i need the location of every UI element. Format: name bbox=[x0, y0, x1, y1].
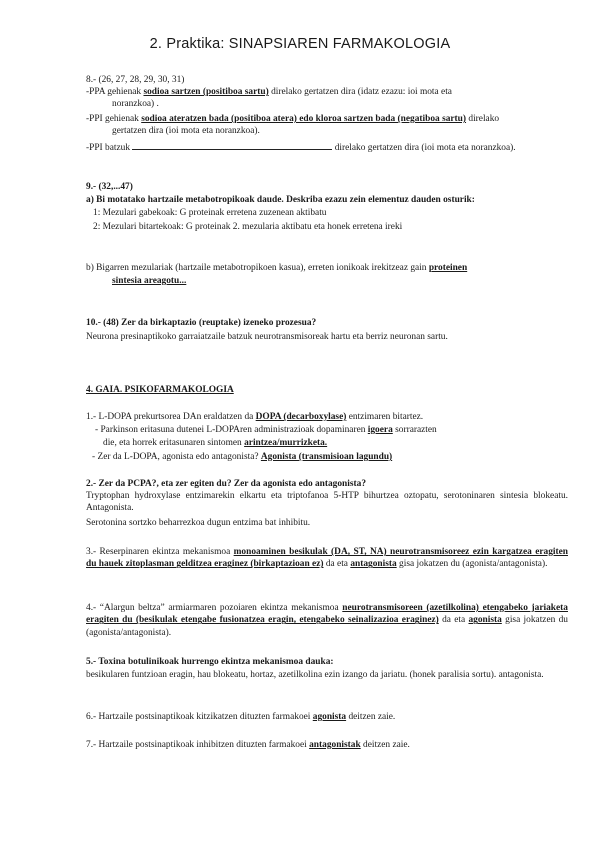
g4-q1-answer: DOPA (decarboxylase) bbox=[255, 412, 347, 422]
q9-b-answer: proteinen bbox=[428, 263, 468, 273]
g4-q7-text: 7.- Hartzaile postsinaptikoak inhibitzen dituzten farmakoei bbox=[86, 740, 310, 750]
g4-q3-mid: da eta bbox=[323, 559, 351, 570]
g4-q1-parkinson-answer: igoera bbox=[367, 425, 393, 435]
g4-q1-agonist-line bbox=[92, 451, 392, 463]
g4-q3-rest: gisa jokatzen du (agonista/antagonista). bbox=[396, 559, 548, 570]
g4-q1-rest: entzimaren bitartez. bbox=[346, 412, 424, 422]
q8-ppa-line bbox=[86, 86, 566, 98]
g4-q4-rest: gisa jokatzen du (agonista/antagonista). bbox=[86, 615, 568, 638]
g4-q7-line bbox=[86, 739, 410, 751]
g4-q2-answer-2: Serotonina sortzko beharrezkoa dugun entzima bat inhibitu. bbox=[86, 518, 311, 528]
g4-q1-parkinson-line bbox=[95, 424, 437, 436]
q9-b-text: b) Bigarren mezulariak (hartzaile metabotropikoen kasua), erreten ionikoak irekitzeaz gain bbox=[86, 263, 429, 273]
q8-ppi-text: -PPI gehienak bbox=[86, 114, 142, 124]
q8-ppi2-blank bbox=[132, 140, 332, 150]
g4-q7-rest: deitzen zaie. bbox=[360, 740, 410, 750]
q8-ppi-rest: direlako bbox=[466, 114, 500, 124]
g4-q1-parkinson-rest: sorrarazten bbox=[392, 425, 437, 435]
g4-q2-answer: Tryptophan hydroxylase entzimarekin elkartu eta triptofanoa 5-HTP bihurtzea oztopatu, serotoninaren sintesia blokeatu. Antagonista. bbox=[86, 491, 568, 514]
g4-q6-line bbox=[86, 711, 395, 723]
q8-ppa-rest: direlako gertatzen dira (idatz ezazu: ioi mota eta bbox=[268, 87, 452, 97]
g4-q3-role: antagonista bbox=[350, 559, 397, 570]
q8-ppa-answer: sodioa sartzen (positiboa sartu) bbox=[143, 87, 269, 97]
g4-q1-symptom-answer: arintzea/murrizketa. bbox=[244, 438, 328, 448]
q8-ppa-text: -PPA gehienak bbox=[86, 87, 144, 97]
q8-ppa-cont: noranzkoa) . bbox=[112, 99, 159, 109]
g4-q5-heading: 5.- Toxina botulinikoak hurrengo ekintza mekanismoa dauka: bbox=[86, 657, 334, 667]
g4-q4-text: 4.- “Alargun beltza” armiarmaren pozoiaren ekintza mekanismoa bbox=[86, 603, 343, 613]
q9-a1-answer: 1: Mezulari gabekoak: G proteinak erretena zuzenean aktibatu bbox=[93, 208, 327, 218]
g4-q1-symptom-line bbox=[103, 437, 327, 449]
q8-ppi2-text: -PPI batzuk bbox=[86, 143, 133, 153]
g4-q2-heading: 2.- Zer da PCPA?, eta zer egiten du? Zer da agonista edo antagonista? bbox=[86, 479, 367, 489]
g4-q6-answer: agonista bbox=[312, 712, 347, 722]
g4-q3-answer: monoaminen besikulak (DA, ST, NA) neurotransmisoreez ezin kargatzea eragiten du hauek zitoplasman gelditzea eraginez (birkaptazioan ez) bbox=[86, 547, 568, 570]
q8-ppi-line bbox=[86, 113, 566, 125]
g4-q1-symptom-text: die, eta horrek eritasunaren sintomen bbox=[103, 438, 245, 448]
g4-q4-role: agonista bbox=[468, 615, 502, 626]
g4-q7-answer: antagonistak bbox=[309, 740, 361, 750]
g4-q5-answer: besikularen funtzioan eragin, hau blokeatu, hortaz, azetilkolina ezin izango da jariatu. (honek paralisia sortu). antagonista. bbox=[86, 670, 544, 680]
q8-ppi2-line bbox=[86, 140, 516, 154]
q8-ppi-cont: gertatzen dira (ioi mota eta noranzkoa). bbox=[112, 126, 260, 136]
q8-heading: 8.- (26, 27, 28, 29, 30, 31) bbox=[86, 75, 185, 85]
g4-q1-parkinson-text: - Parkinson eritasuna dutenei L-DOPAren administrazioak dopaminaren bbox=[95, 425, 368, 435]
g4-q4-paragraph bbox=[86, 602, 568, 639]
g4-q4-answer: neurotransmisoreen (azetilkolina) etengabeko jariaketa eragiten du (besikulak etengabe fusionatzea eragin, etengabeko seinalizazioa eraginez) bbox=[86, 603, 568, 626]
g4-q3-text: 3.- Reserpinaren ekintza mekanismoa bbox=[86, 547, 234, 557]
g4-q1-agonist-text: - Zer da L-DOPA, agonista edo antagonista? bbox=[92, 452, 261, 462]
q9-b-line bbox=[86, 262, 467, 274]
q9-b-answer-cont: sintesia areagotu... bbox=[112, 276, 187, 286]
q9-a-question: a) Bi motatako hartzaile metabotropikoak daude. Deskriba ezazu zein elementuz dauden osturik: bbox=[86, 195, 475, 205]
g4-q1-text: 1.- L-DOPA prekurtsorea DAn eraldatzen da bbox=[86, 412, 256, 422]
g4-q1-agonist-answer: Agonista (transmisioan lagundu) bbox=[260, 452, 393, 462]
q10-answer: Neurona presinaptikoko garraiatzaile batzuk neurotransmisoreak hartu eta berriz neuronan sartu. bbox=[86, 332, 448, 342]
section-heading: 4. GAIA. PSIKOFARMAKOLOGIA bbox=[86, 385, 234, 395]
g4-q6-text: 6.- Hartzaile postsinaptikoak kitzikatzen dituzten farmakoei bbox=[86, 712, 313, 722]
q8-ppi2-rest: direlako gertatzen dira (ioi mota eta noranzkoa). bbox=[332, 143, 516, 153]
g4-q6-rest: deitzen zaie. bbox=[346, 712, 396, 722]
q9-heading: 9.- (32,...47) bbox=[86, 182, 133, 192]
page-title: 2. Praktika: SINAPSIAREN FARMAKOLOGIA bbox=[149, 36, 451, 52]
g4-q3-paragraph bbox=[86, 546, 568, 571]
q10-heading: 10.- (48) Zer da birkaptazio (reuptake) izeneko prozesua? bbox=[86, 318, 317, 328]
g4-q4-mid: da eta bbox=[438, 615, 469, 626]
q8-ppi-answer: sodioa ateratzen bada (positiboa atera) edo kloroa sartzen bada (negatiboa sartu) bbox=[141, 114, 467, 124]
q9-a2-answer: 2: Mezulari bitartekoak: G proteinak 2. mezularia aktibatu eta honek erretena ireki bbox=[93, 222, 403, 232]
g4-q1-line bbox=[86, 411, 423, 423]
